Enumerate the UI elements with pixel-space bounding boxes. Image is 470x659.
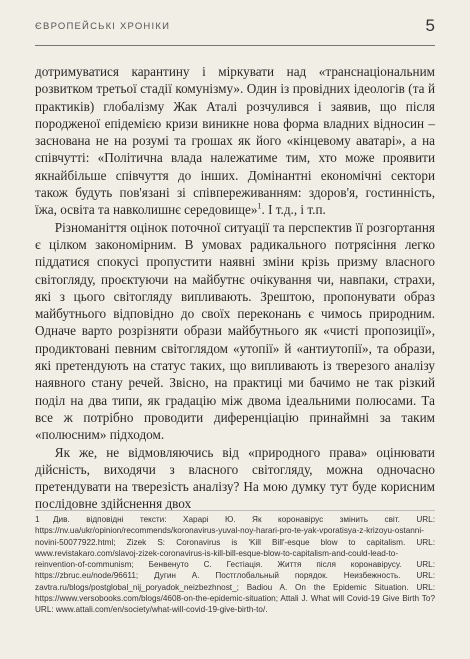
footnote: [35, 514, 435, 616]
paragraph: [35, 63, 435, 219]
paragraph-text: дотримуватися карантину і міркувати над «транснаціональним розвитком третьої стадії комунізму». Один із провідних ідеологів (та й практиків) глобалізму Жак Аталі розчулився і заявив, що після породженої епідемією кризи виникне нова форма владних відносин – заснована не на розумі та грошах як його «кінцевому аватарі», а на співчутті: «Політична влада належатиме тим, хто може проявити якнайбільше співчуття до інших. Домінантні економічні сектори також будуть пов'язані зі співпереживанням: здоров'я, гостинність, їжа, освіта та навколишнє середовище»: [35, 64, 435, 218]
footnote-divider: [35, 510, 435, 511]
footnote-text: Див. відповідні тексти: Харарі Ю. Як коронавірус змінить світ. URL: https://nv.ua/ukr/opinion/recommends/koronavirus-yuval-noy-harari-pro-te-yak-vporatisya-z-krizoyu-ostanni-novini-50077922.html; Zizek S: Coronavirus is 'Kill Bill'-esque blow to capitalism. URL: www.revistakaro.com/slavoj-zizek-coronavirus-is-kill-bill-esque-blow-to-capitalism-and-could-lead-to-reinvention-of-communism; Бенвенуто С. Гестіація. Життя після коронавірусу. URL: https://zbruc.eu/node/96611; Дугин А. Постглобальный порядок. Неизбежность. URL: zavtra.ru/blogs/postglobal_nij_poryadok_neizbezhnost_; Badiou A. On the Epidemic Situation. URL: https://www.versobooks.com/blogs/4608-on-the-epidemic-situation; Attali J. What will Covid-19 Give Birth To? URL: www.attali.com/en/society/what-will-covid-19-give-birth-to/.: [35, 515, 435, 615]
page-number: 5: [425, 16, 435, 35]
footnote-reference: 1: [257, 201, 262, 211]
footnote-number: 1: [35, 515, 40, 524]
paragraph: Різноманіття оцінок поточної ситуації та перспектив її розгортання є цілком закономірним. В умовах радикального потрясіння легко піддатися спокусі пропустити наявні зміни крізь призму власного світогляду, проєктуючи на майбутнє очікування чи, навпаки, страхи, які з цього світогляду випливають. Зрештою, пропонувати образ майбутнього відповідно до своїх переконань є чимось природним. Одначе варто розрізняти образи майбутнього як «чисті пропозиції», продиктовані певним світоглядом «утопії» й «антиутопії», та образи, які претендують на статус таких, що випливають із тверезого аналізу наявного стану речей. Звісно, на практиці ми бачимо не так різкий поділ на два типи, як градацію між двома ідеальними полюсами. Та все ж потрібно проводити диференціацію принаймні за таким «полюсним» підходом.: [35, 219, 435, 443]
page-header: [35, 18, 435, 44]
main-text: [35, 63, 435, 513]
footnotes: [35, 514, 435, 616]
paragraph-text-tail: . І т.д., і т.п.: [261, 202, 326, 218]
paragraph: Як же, не відмовляючись від «природного права» оцінювати дійсність, виходячи з власного світогляду, можна одночасно претендувати на тверезість аналізу? На мою думку тут буде корисним послідовне здійснення двох: [35, 444, 435, 512]
header-rule: [35, 45, 435, 46]
running-head: ЄВРОПЕЙСЬКІ ХРОНІКИ: [35, 21, 171, 32]
